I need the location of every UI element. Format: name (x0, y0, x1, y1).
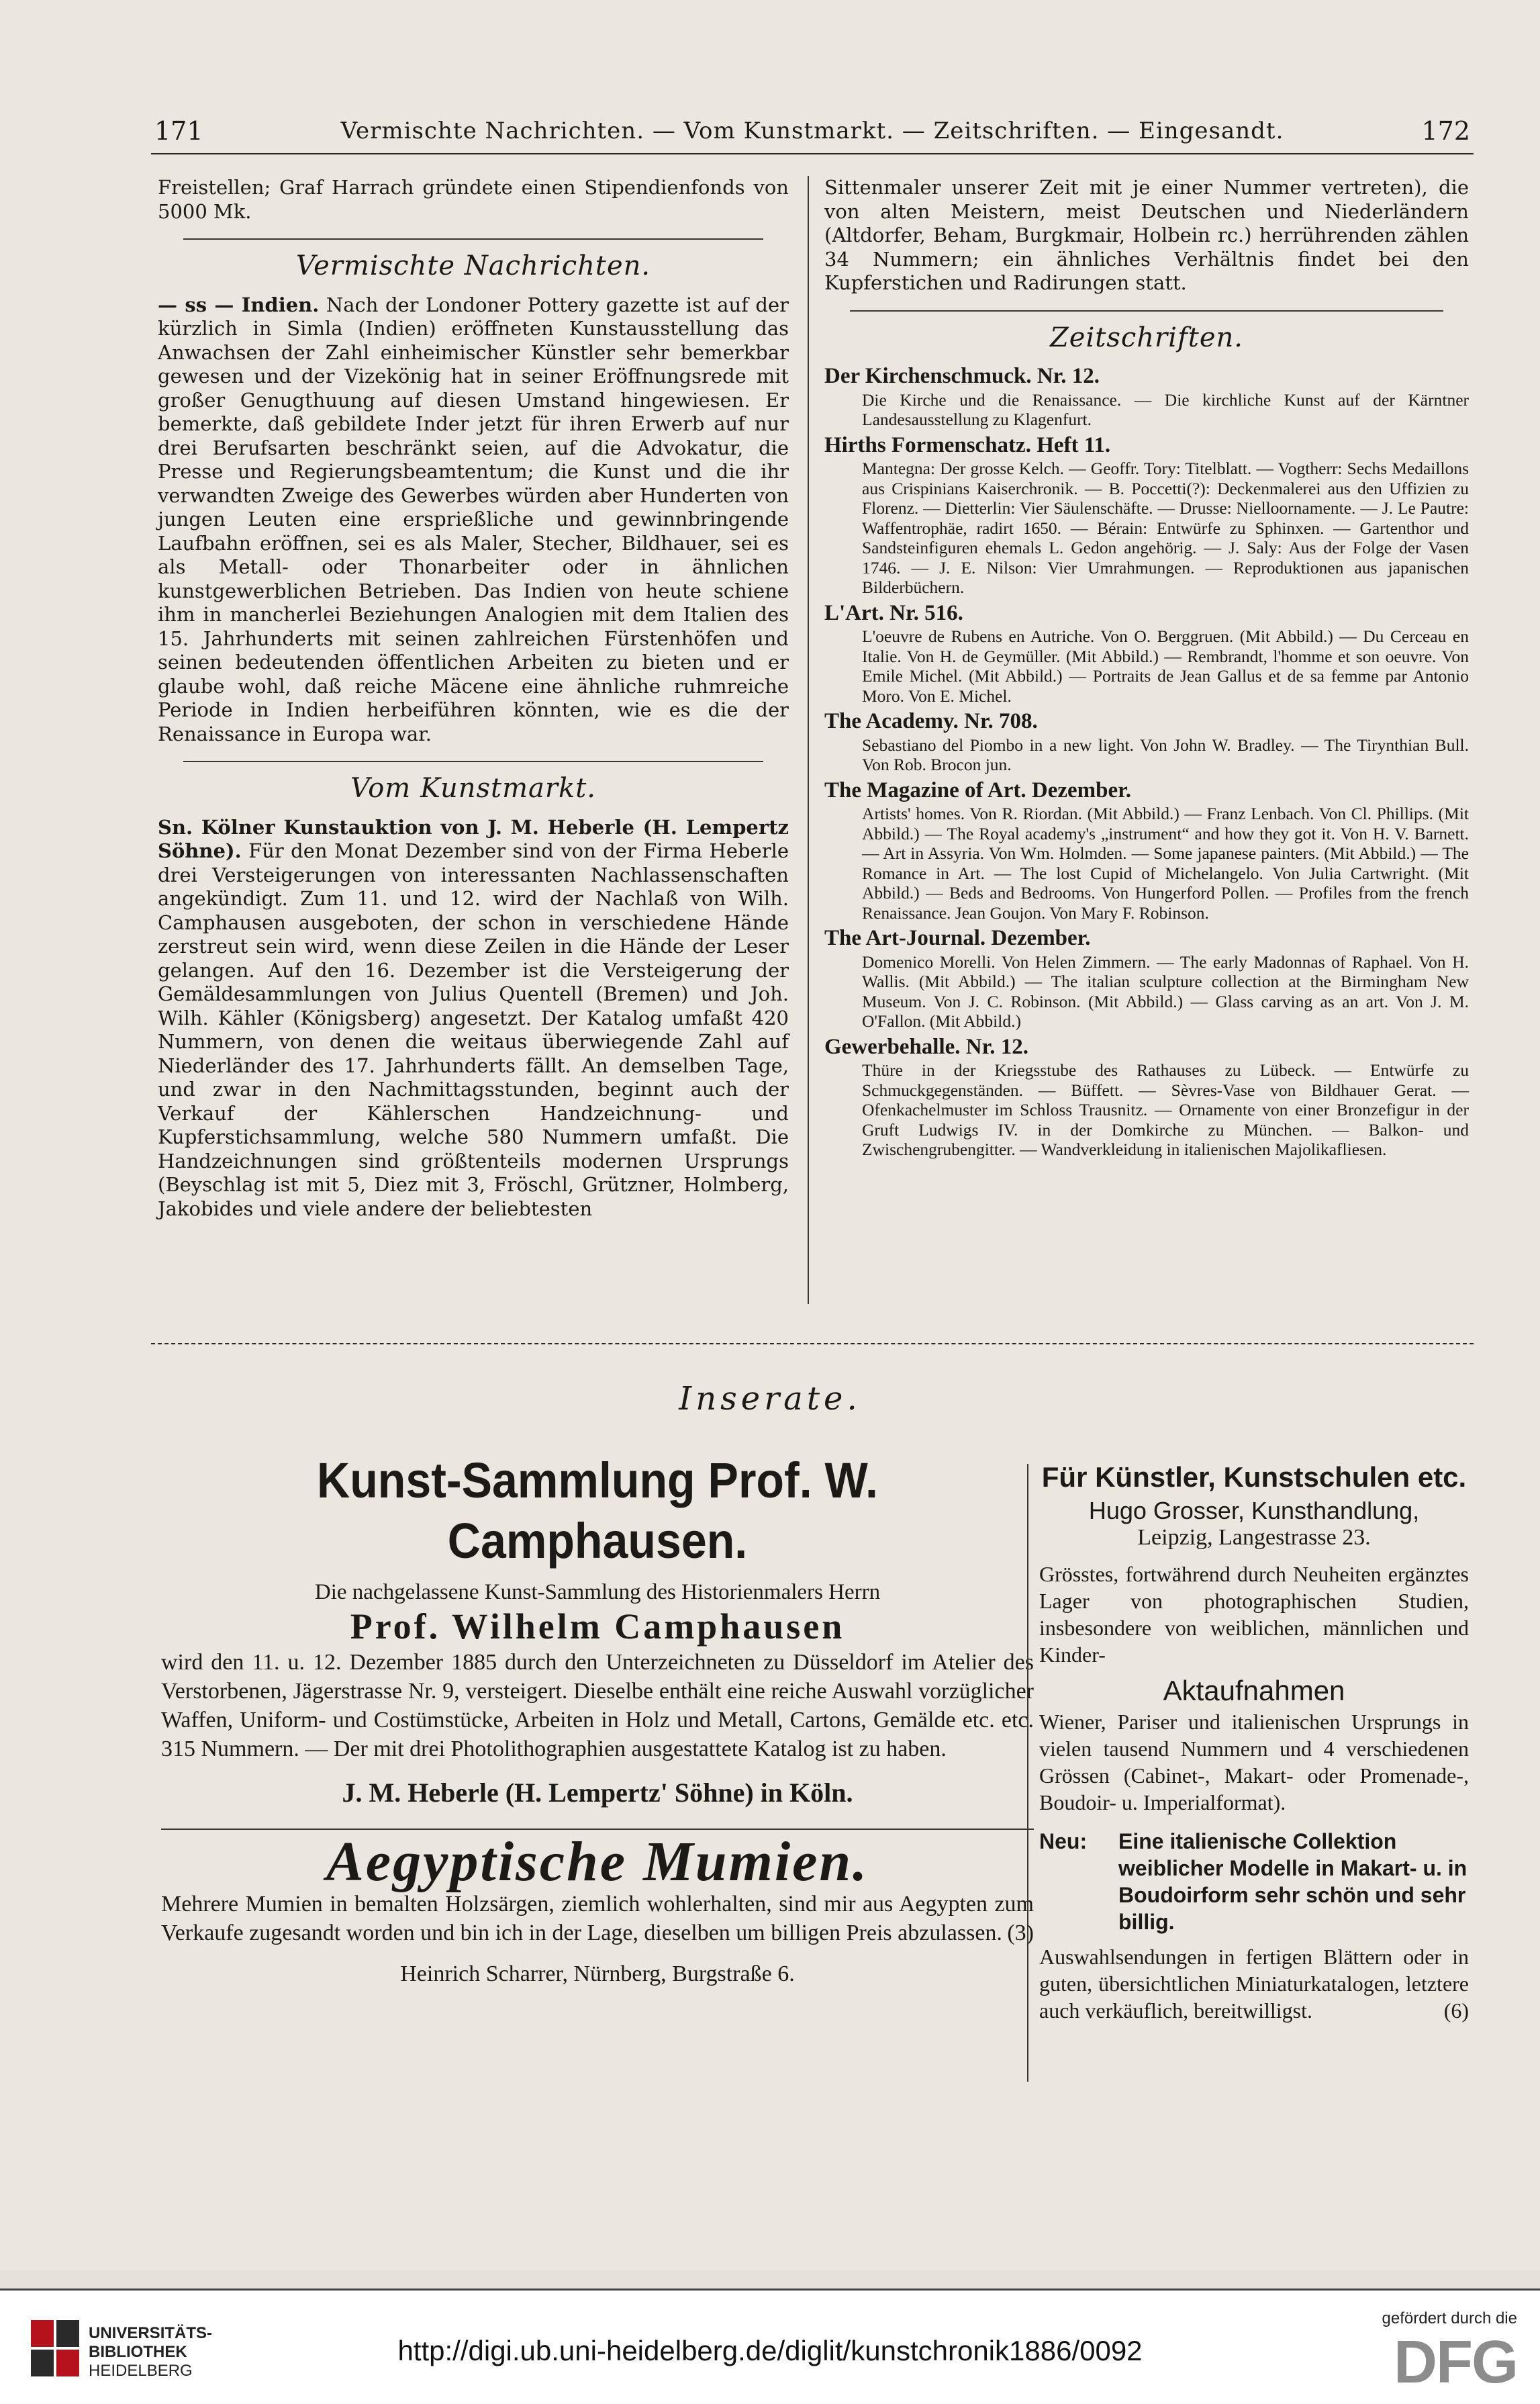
ad-grosser-body3-text: Auswahlsendungen in fertigen Blättern oder in guten, übersichtlichen Miniaturkatalogen, letztere auch verkäuflich, bereitwilligst. (1039, 1945, 1469, 2023)
magazine-contents: L'oeuvre de Rubens en Autriche. Von O. Berggruen. (Mit Abbild.) — Du Cerceau en Italie. Von H. de Geymüller. (Mit Abbild.) — Rembrandt, l'homme et son oeuvre. Von Emile Michel. (Mit Abbild.) — Portraits de Jean Gallus et de sa femme par Antonio Moro. Von E. Michel. (862, 627, 1469, 706)
ad-grosser-neu (1039, 1828, 1469, 1935)
magazine-entry (824, 1035, 1469, 1160)
magazine-contents: Die Kirche und die Renaissance. — Die kirchliche Kunst auf der Kärntner Landesausstellung zu Klagenfurt. (862, 389, 1469, 429)
ad-mumien-body (161, 1890, 1034, 1947)
magazine-title: The Magazine of Art. Dezember. (824, 778, 1131, 802)
magazine-contents: Mantegna: Der grosse Kelch. — Geoffr. Tory: Titelblatt. — Vogtherr: Sechs Medaillons aus Crispinians Kaiserchronik. — B. Poccetti(?): Deckenmalerei aus den Uffizien zu Florenz. — Dietterlin: Vier Säulenschäfte. — Drusse: Nielloornamente. — J. Le Pautre: Waffentrophäe, radirt 1650. — Bérain: Entwürfe zu Sphinxen. — Gartenthor und Sandsteinfiguren ehemals L. Gedon angehörig. — J. Saly: Aus der Folge der Vasen 1746. — J. E. Nilson: Vier Umrahmungen. — Reproduktionen aus japanischen Bilderbüchern. (862, 459, 1469, 597)
ad-camphausen-heading: Kunst-Sammlung Prof. W. Camphausen. (317, 1452, 878, 1569)
ad-camphausen-firm: J. M. Heberle (H. Lempertz' Söhne) in Köln. (342, 1777, 853, 1808)
section-title-zeitschriften: Zeitschriften. (1050, 322, 1243, 353)
magazine-entry (824, 710, 1469, 775)
article-indien-body: Nach der Londoner Pottery gazette ist auf der kürzlich in Simla (Indien) eröffneten Kunstausstellung das Anwachsen der Zahl einheimischer Künstler sehr bemerkbar gewesen und der Vizekönig hat in seiner Eröffnungsrede mit großer Genugthuung auf diesen Umstand hingewiesen. Er bemerkte, daß gebildete Inder jetzt für ihren Erwerb auf nur drei Berufsarten beschränkt seien, auf die Advokatur, die Presse und Regierungsbeamtentum; die Kunst und die ihr verwandten Zweige des Gewerbes würden aber Hunderten von jungen Leuten eine ersprießliche und gewinnbringende Laufbahn eröffnen, sei es als Maler, Stecher, Bildhauer, sei es als Metall- oder Thonarbeiter oder in ähnlichen kunstgewerblichen Betrieben. Das Indien von heute schiene ihm in mancherlei Beziehungen Analogien mit dem Italien des 15. Jahrhunderts mit seinen zahlreichen Fürstenhöfen und seinen bedeutenden öffentlichen Arbeiten zu bieten und er glaube wohl, daß reiche Mäcene eine ähnliche ruhmreiche Periode in Indien herbeiführen könnten, wie es die der Renaissance in Europa war. (158, 293, 789, 745)
magazine-title: The Academy. Nr. 708. (824, 709, 1038, 733)
ad-divider (161, 1829, 1034, 1830)
magazine-contents: Thüre in der Kriegsstube des Rathauses zu Lübeck. — Entwürfe zu Schmuckgegenständen. — Büffett. — Sèvres-Vase von Bildhauer Gerat. — Ofenkachelmuster im Schloss Trausnitz. — Ornamente von einer Bronzefigur in der Gruft Ludwigs IV. in der Domkirche zu München. — Balkon- und Zwischengrubengitter. — Wandverkleidung in italienischen Majolikafliesen. (862, 1060, 1469, 1159)
running-header (154, 111, 1470, 151)
magazine-contents: Domenico Morelli. Von Helen Zimmern. — The early Madonnas of Raphael. Von H. Wallis. (Mit Abbild.) — The italian sculpture collection at the Birmingham New Museum. Von J. C. Robinson. (Mit Abbild.) — Glass carving as an art. Von J. M. O'Fallon. (Mit Abbild.) (862, 952, 1469, 1031)
running-title: Vermischte Nachrichten. — Vom Kunstmarkt. — Zeitschriften. — Eingesandt. (340, 118, 1284, 144)
ad-grosser-firm: Hugo Grosser, Kunsthandlung, (1088, 1497, 1420, 1524)
article-indien (158, 293, 789, 747)
ad-grosser-heading: Für Künstler, Kunstschulen etc. (1041, 1461, 1467, 1493)
ad-grosser-address: Leipzig, Langestrasse 23. (1137, 1525, 1371, 1550)
ad-mumien-heading: Aegyptische Mumien. (326, 1831, 869, 1893)
article-auktion (158, 816, 789, 1221)
article-auktion-lead: Sn. Kölner Kunstauktion von J. M. Heberle (H. Lempertz Söhne). (158, 815, 789, 862)
ad-grosser-body: Grösstes, fortwährend durch Neuheiten ergänztes Lager von photographischen Studien, insbesondere von weiblichen, männlichen und Kinder- (1039, 1562, 1469, 1667)
magazine-entry (824, 365, 1469, 430)
ad-grosser-body2: Wiener, Pariser und italienischen Ursprungs in vielen tausend Nummern und 4 verschiedenen Grössen (Cabinet-, Makart- oder Promenade-, Boudoir- u. Imperialformat). (1039, 1710, 1469, 1814)
magazine-contents: Sebastiano del Piombo in a new light. Von John W. Bradley. — The Tirynthian Bull. Von Rob. Brocon jun. (862, 735, 1469, 774)
page-number-left: 171 (154, 116, 203, 146)
section-rule (850, 310, 1443, 312)
section-rule (183, 238, 764, 240)
sponsor-label: gefördert durch die (1382, 2309, 1517, 2327)
dfg-logo: DFG (1394, 2329, 1517, 2396)
ad-camphausen-subtitle: Die nachgelassene Kunst-Sammlung des Historienmalers Herrn (314, 1580, 881, 1604)
inserate-title: Inserate. (679, 1380, 861, 1418)
library-name-line: UNIVERSITÄTS- (89, 2324, 213, 2342)
ad-grosser-neu-text: Eine italienische Collektion weiblicher Modelle in Makart- u. in Boudoirform sehr schön und sehr billig. (1118, 1829, 1467, 1934)
library-name-line: BIBLIOTHEK (89, 2343, 187, 2361)
section-title-kunstmarkt: Vom Kunstmarkt. (350, 773, 596, 804)
library-city: HEIDELBERG (89, 2362, 193, 2380)
permalink-url[interactable]: http://digi.ub.uni-heidelberg.de/diglit/kunstchronik1886/0092 (397, 2335, 1143, 2366)
section-title-vermischte: Vermischte Nachrichten. (295, 250, 651, 281)
inserate-rule (151, 1343, 1474, 1344)
ad-grosser-neu-label: Neu: (1039, 1829, 1088, 1853)
magazine-entry (824, 434, 1469, 598)
ad-column-left (161, 1450, 1034, 1988)
left-intro: Freistellen; Graf Harrach gründete einen Stipendienfonds von 5000 Mk. (158, 176, 789, 223)
article-indien-lead: — ss — Indien. (158, 293, 320, 316)
right-intro: Sittenmaler unserer Zeit mit je einer Nummer vertreten), die von alten Meistern, meist Deutschen und Niederländern (Altdorfer, Beham, Burgkmair, Holbein rc.) herrührenden zählen 34 Nummern; ein ähnliches Verhältnis findet bei den Kupferstichen und Radirungen statt. (824, 176, 1469, 294)
magazine-contents: Artists' homes. Von R. Riordan. (Mit Abbild.) — Franz Lenbach. Von Cl. Phillips. (Mit Abbild.) — The Royal academy's „instrument“ and how they got it. Von H. V. Barnett. — Art in Assyria. Von Wm. Holmden. — Some japanese painters. (Mit Abbild.) — The Romance in Art. — The lost Cupid of Michelangelo. Von Julia Cartwright. (Mit Abbild.) — Beds and Bedrooms. Von Hungerford Pollen. — Profiles from the french Renaissance. Jean Goujon. Von Mary F. Robinson. (862, 804, 1469, 923)
magazine-entry (824, 602, 1469, 706)
ad-camphausen-body: wird den 11. u. 12. Dezember 1885 durch den Unterzeichneten zu Düsseldorf im Atelier des Verstorbenen, Jägerstrasse Nr. 9, versteigert. Dieselbe enthält eine reiche Auswahl vorzüglicher Waffen, Uniform- und Costümstücke, Arbeiten in Holz und Metall, Cartons, Gemälde etc. etc. 315 Nummern. — Der mit drei Photolithographien ausgestattete Katalog ist zu haben. (161, 1650, 1034, 1761)
column-divider (808, 176, 809, 1304)
ad-grosser-number: (6) (1443, 1998, 1469, 2023)
ad-mumien-signature: Heinrich Scharrer, Nürnberg, Burgstraße 6. (400, 1961, 795, 1986)
magazine-title: The Art-Journal. Dezember. (824, 926, 1091, 950)
header-rule (151, 153, 1474, 154)
right-column (824, 176, 1469, 1162)
magazine-entry (824, 779, 1469, 923)
digitization-footer (0, 2289, 1540, 2404)
magazine-title: Der Kirchenschmuck. Nr. 12. (824, 364, 1100, 388)
article-auktion-body: Für den Monat Dezember sind von der Firma Heberle drei Versteigerungen von interessanten Nachlassenschaften angekündigt. Zum 11. und 12. wird der Nachlaß von Wilh. Camphausen ausgeboten, der schon in verschiedene Hände zerstreut sein wird, wenn diese Zeilen in die Hände der Leser gelangen. Auf den 16. Dezember ist die Versteigerung der Gemäldesammlungen von Julius Quentell (Bremen) und Joh. Wilh. Kähler (Königsberg) angesetzt. Der Katalog umfaßt 420 Nummern, von denen die weitaus überwiegende Zahl auf Niederländer des 17. Jahrhunderts fällt. An demselben Tage, und zwar in den Nachmittagsstunden, beginnt auch der Verkauf der Kählerschen Handzeichnung- und Kupferstichsammlung, welche 580 Nummern umfaßt. Die Handzeichnungen sind größtenteils modernen Ursprungs (Beyschlag ist mit 5, Diez mit 3, Fröschl, Grützner, Holmberg, Jakobides und viele andere der beliebtesten (158, 839, 789, 1220)
page-number-right: 172 (1421, 116, 1470, 146)
ad-mumien-number: (3) (1007, 1921, 1034, 1945)
magazine-title: Hirths Formenschatz. Heft 11. (824, 432, 1111, 457)
ad-camphausen-name: Prof. Wilhelm Camphausen (350, 1606, 845, 1647)
section-rule (183, 761, 764, 762)
magazine-entry (824, 927, 1469, 1031)
ad-column-divider (1027, 1464, 1028, 2082)
ad-column-right (1039, 1461, 1469, 2024)
ad-mumien-text: Mehrere Mumien in bemalten Holzsärgen, ziemlich wohlerhalten, sind mir aus Aegypten zum Verkaufe zugesandt worden und bin ich in der Lage, dieselben um billigen Preis abzulassen. (161, 1892, 1034, 1945)
magazine-title: L'Art. Nr. 516. (824, 600, 963, 625)
left-column (158, 176, 789, 1221)
ad-grosser-body3 (1039, 1943, 1469, 2024)
magazine-title: Gewerbehalle. Nr. 12. (824, 1034, 1028, 1059)
ad-grosser-heading2: Aktaufnahmen (1163, 1675, 1345, 1706)
